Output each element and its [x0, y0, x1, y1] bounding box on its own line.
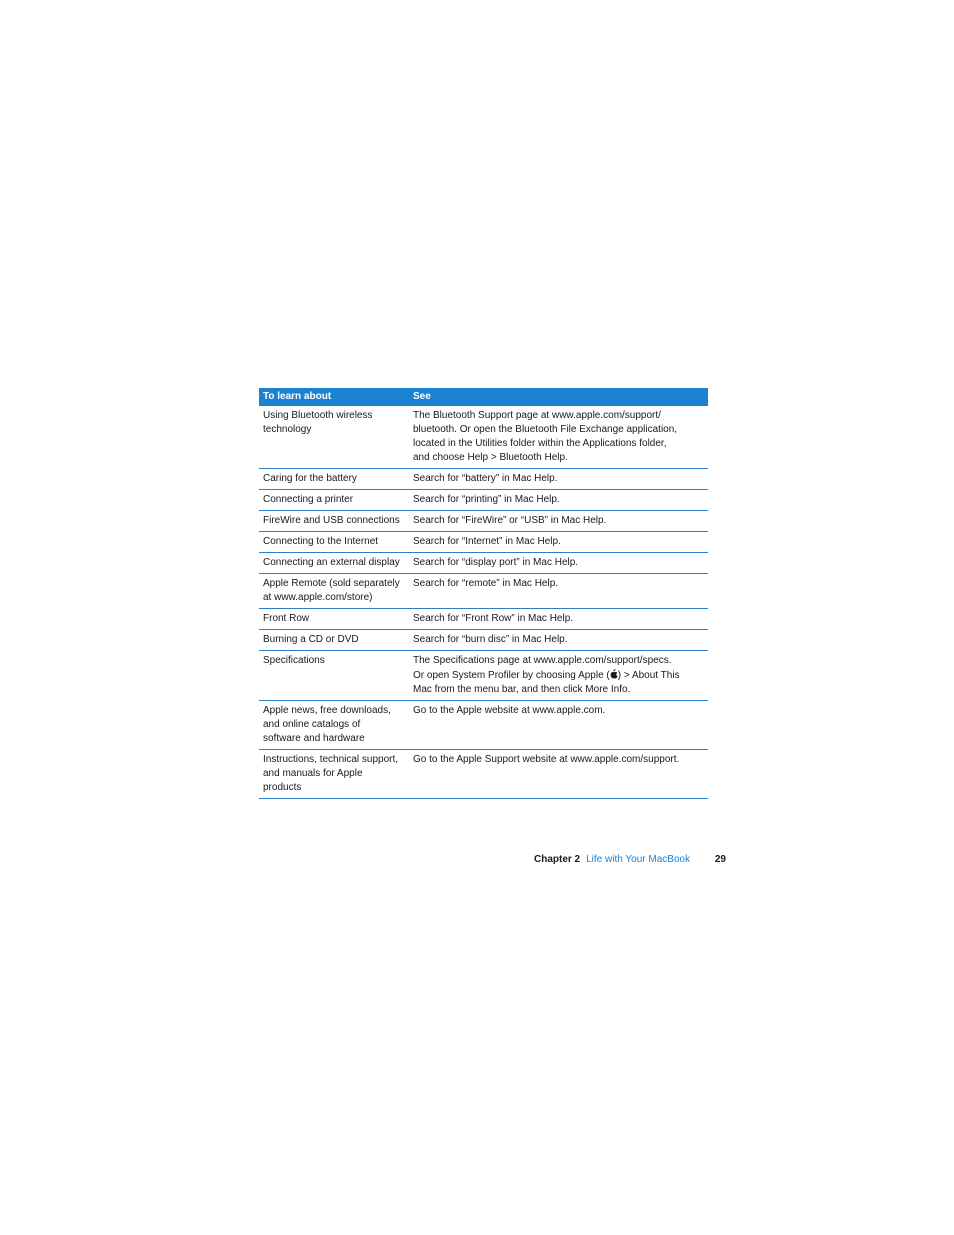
row-see: The Bluetooth Support page at www.apple.com/support/ bluetooth. Or open the Bluetooth File Exchange application, located in the Utilities folder within the Applications folder, and choose Help > Bluetooth Help.: [409, 406, 708, 469]
header-see: See: [409, 388, 708, 406]
table-row: [259, 574, 708, 609]
row-topic: FireWire and USB connections: [259, 511, 409, 532]
table-header-row: [259, 388, 708, 406]
table-row: [259, 701, 708, 750]
table-row: [259, 609, 708, 630]
row-topic: Caring for the battery: [259, 469, 409, 490]
table-body: [259, 406, 708, 799]
footer-chapter-label: Chapter 2: [534, 854, 581, 865]
table-row: [259, 406, 708, 469]
row-see: Search for “remote” in Mac Help.: [409, 574, 708, 609]
row-see: Search for “Front Row” in Mac Help.: [409, 609, 708, 630]
see-text-after: ) > About This Mac from the menu bar, and then click More Info.: [413, 670, 680, 695]
table-row: [259, 511, 708, 532]
table-row: [259, 469, 708, 490]
row-see: Go to the Apple Support website at www.apple.com/support.: [409, 750, 708, 799]
header-to-learn-about: To learn about: [259, 388, 409, 406]
row-see: Go to the Apple website at www.apple.com.: [409, 701, 708, 750]
row-see: Search for “display port” in Mac Help.: [409, 553, 708, 574]
row-see: Search for “burn disc” in Mac Help.: [409, 630, 708, 651]
table-row: [259, 532, 708, 553]
row-topic: Specifications: [259, 651, 409, 701]
row-see: [409, 651, 708, 701]
table-row: [259, 630, 708, 651]
row-see: Search for “battery” in Mac Help.: [409, 469, 708, 490]
page-footer: [534, 853, 726, 867]
footer-chapter-title: Life with Your MacBook: [586, 854, 691, 865]
row-topic: Instructions, technical support, and manuals for Apple products: [259, 750, 409, 799]
row-see: Search for “FireWire” or “USB” in Mac Help.: [409, 511, 708, 532]
table-row: [259, 750, 708, 799]
row-see: Search for “printing” in Mac Help.: [409, 490, 708, 511]
row-topic: Connecting to the Internet: [259, 532, 409, 553]
row-see: Search for “Internet” in Mac Help.: [409, 532, 708, 553]
learn-more-table: [259, 388, 708, 799]
row-topic: Front Row: [259, 609, 409, 630]
row-topic: Connecting a printer: [259, 490, 409, 511]
table-row: [259, 490, 708, 511]
table-row: [259, 553, 708, 574]
row-topic: Apple Remote (sold separately at www.apple.com/store): [259, 574, 409, 609]
row-topic: Burning a CD or DVD: [259, 630, 409, 651]
footer-page-number: 29: [714, 854, 726, 865]
row-topic: Using Bluetooth wireless technology: [259, 406, 409, 469]
see-text-before: The Specifications page at www.apple.com/support/specs. Or open System Profiler by choosing Apple (: [413, 655, 672, 681]
table-row: [259, 651, 708, 701]
row-topic: Connecting an external display: [259, 553, 409, 574]
row-topic: Apple news, free downloads, and online catalogs of software and hardware: [259, 701, 409, 750]
apple-logo-icon: [610, 668, 618, 682]
